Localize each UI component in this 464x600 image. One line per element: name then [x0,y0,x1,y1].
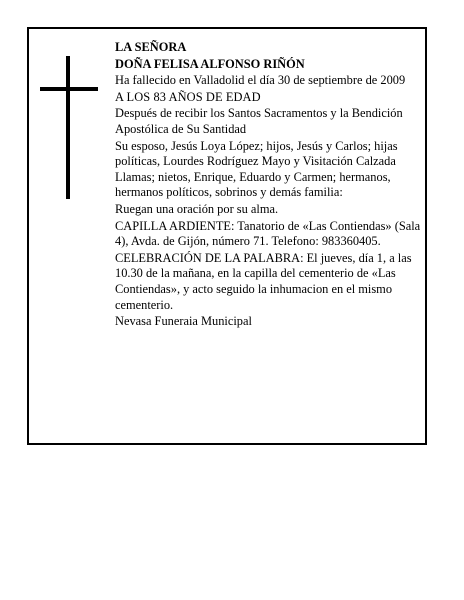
age-line: A LOS 83 AÑOS DE EDAD [115,89,261,104]
death-announcement: Ha fallecido en Valladolid el día 30 de septiembre de 2009 [115,73,406,88]
chapel-text: CAPILLA ARDIENTE: Tanatorio de «Las Contiendas» (Sala 4), Avda. de Gijón, número 71. Telefono: 983360405. [115,218,421,249]
deceased-name: DOÑA FELISA ALFONSO RIÑÓN [115,56,305,71]
family-text: Su esposo, Jesús Loya López; hijos, Jesús y Carlos; hijas políticas, Lourdes Rodríguez Mayo y Visitación Calzada Llamas; nietos, Enrique, Eduardo y Carmen; hermanos, hermanos políticos, sobrinos y demás familia: [115,138,398,200]
funeral-home: Nevasa Funeraia Municipal [115,314,252,329]
cross-icon [40,56,98,199]
notice-heading: LA SEÑORA [115,40,187,54]
celebration-text: CELEBRACIÓN DE LA PALABRA: El jueves, día 1, a las 10.30 de la mañana, en la capilla del cementerio de «Las Contiendas», y acto seguido la inhumacion en el mismo cementerio. [115,250,412,312]
obituary-notice [27,27,427,445]
prayer-text: Ruegan una oración por su alma. [115,201,279,216]
notice-text-column [115,40,427,331]
sacraments-text: Después de recibir los Santos Sacramentos y la Bendición Apostólica de Su Santidad [115,106,403,136]
